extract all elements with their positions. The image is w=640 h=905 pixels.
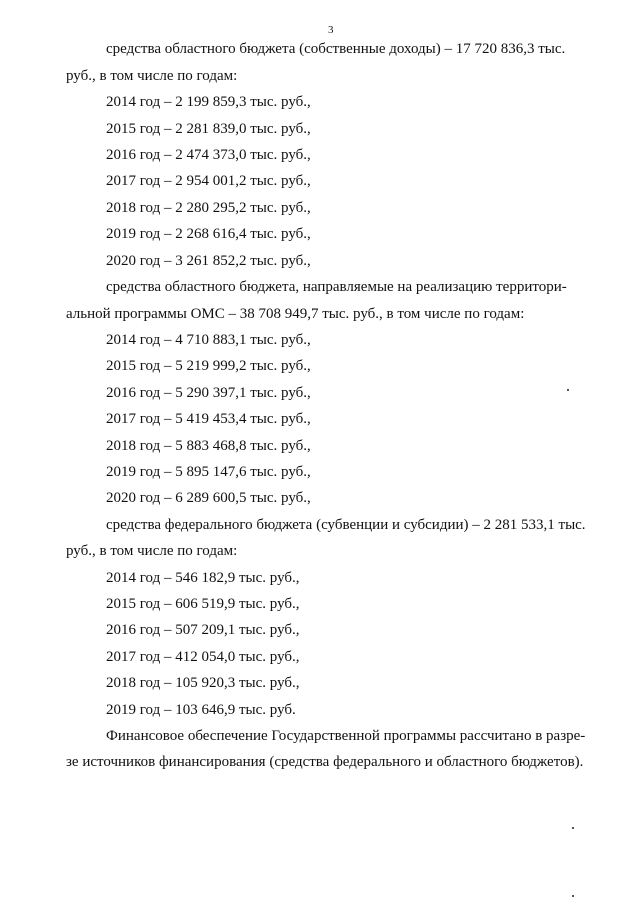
paragraph-line: руб., в том числе по годам: [66,543,238,559]
year-line: 2020 год – 3 261 852,2 тыс. руб., [106,253,311,269]
paragraph-line: средства федерального бюджета (субвенции и субсидии) – 2 281 533,1 тыс. [106,517,586,533]
year-line: 2015 год – 5 219 999,2 тыс. руб., [106,358,311,374]
year-line: 2019 год – 2 268 616,4 тыс. руб., [106,226,311,242]
year-line: 2018 год – 5 883 468,8 тыс. руб., [106,438,311,454]
scan-speck [572,827,574,829]
paragraph-line: средства областного бюджета, направляемые на реализацию территори- [106,279,567,295]
year-line: 2017 год – 2 954 001,2 тыс. руб., [106,173,311,189]
year-line: 2017 год – 5 419 453,4 тыс. руб., [106,411,311,427]
scan-speck [572,895,574,897]
year-line: 2016 год – 5 290 397,1 тыс. руб., [106,385,311,401]
year-line: 2019 год – 103 646,9 тыс. руб. [106,702,296,718]
paragraph-line: средства областного бюджета (собственные доходы) – 17 720 836,3 тыс. [106,41,566,57]
paragraph-line: альной программы ОМС – 38 708 949,7 тыс. руб., в том числе по годам: [66,306,525,322]
year-line: 2016 год – 507 209,1 тыс. руб., [106,622,300,638]
year-line: 2018 год – 2 280 295,2 тыс. руб., [106,200,311,216]
year-line: 2020 год – 6 289 600,5 тыс. руб., [106,490,311,506]
year-line: 2018 год – 105 920,3 тыс. руб., [106,675,300,691]
paragraph-line: руб., в том числе по годам: [66,68,238,84]
year-line: 2014 год – 2 199 859,3 тыс. руб., [106,94,311,110]
year-line: 2014 год – 4 710 883,1 тыс. руб., [106,332,311,348]
paragraph-line: Финансовое обеспечение Государственной программы рассчитано в разре- [106,728,586,744]
scan-speck [567,389,569,391]
year-line: 2014 год – 546 182,9 тыс. руб., [106,570,300,586]
year-line: 2019 год – 5 895 147,6 тыс. руб., [106,464,311,480]
page-number: 3 [328,24,334,36]
year-line: 2017 год – 412 054,0 тыс. руб., [106,649,300,665]
year-line: 2016 год – 2 474 373,0 тыс. руб., [106,147,311,163]
paragraph-line: зе источников финансирования (средства федерального и областного бюджетов). [66,754,584,770]
year-line: 2015 год – 606 519,9 тыс. руб., [106,596,300,612]
year-line: 2015 год – 2 281 839,0 тыс. руб., [106,121,311,137]
